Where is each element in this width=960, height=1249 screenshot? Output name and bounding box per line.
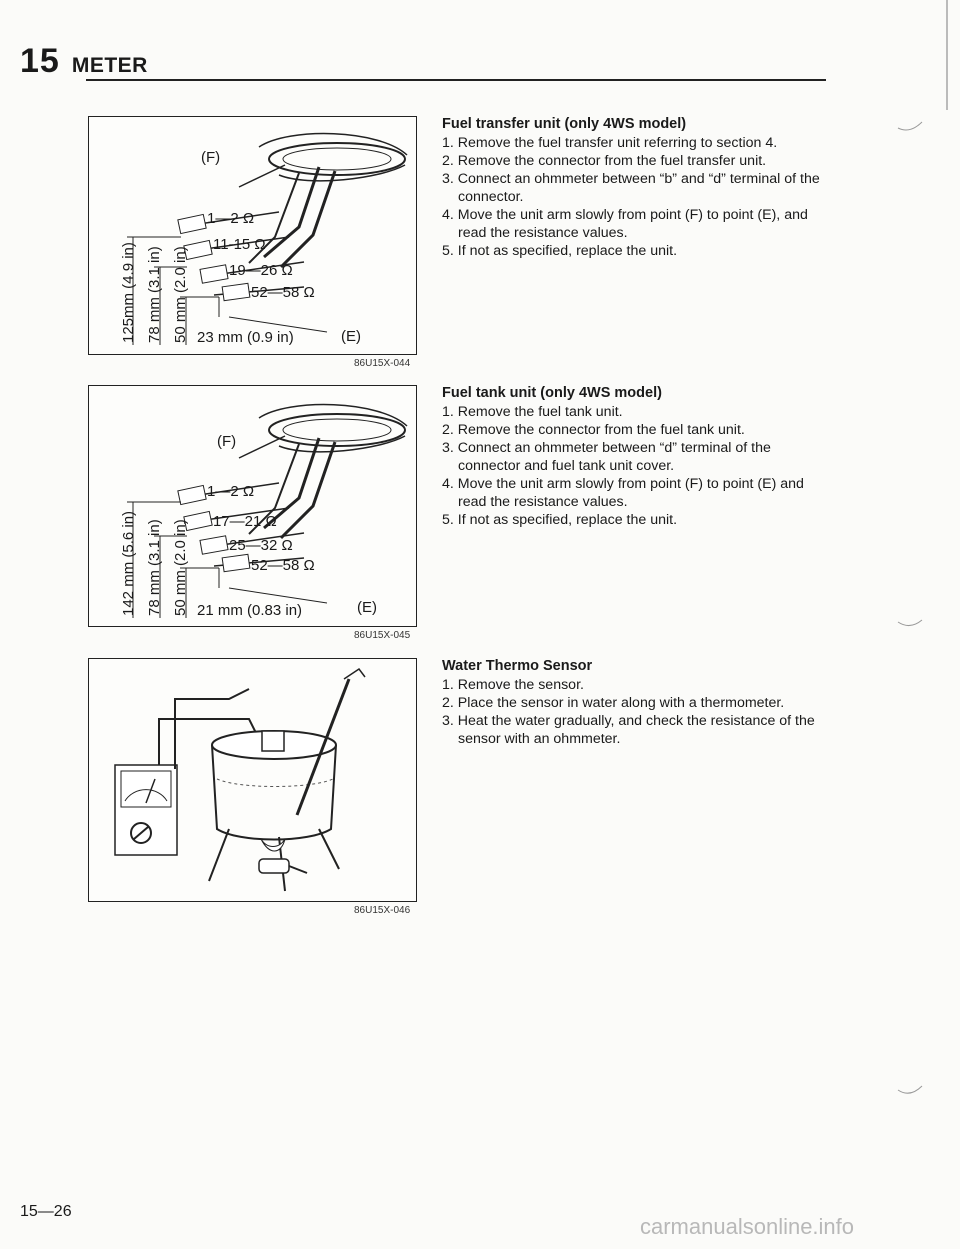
step-item: 5. If not as specified, replace the unit.	[442, 512, 678, 528]
resistance-1: 1—2 Ω	[207, 483, 255, 500]
step-item: 4. Move the unit arm slowly from point (F) to point (E), and read the resistance values.	[442, 207, 808, 241]
scan-mark	[896, 614, 926, 634]
page-number: 15—26	[20, 1203, 72, 1220]
ohmmeter-icon	[115, 765, 177, 855]
step-item: 4. Move the unit arm slowly from point (F) to point (E) and read the resistance values.	[442, 476, 804, 510]
fuel-tank-unit-diagram	[89, 386, 416, 626]
figure-fuel-transfer-unit	[88, 116, 417, 355]
resistance-4: 52—58 Ω	[251, 557, 315, 574]
resistance-2: 17—21 Ω	[213, 513, 277, 530]
watermark: carmanualsonline.info	[640, 1214, 855, 1239]
scan-edge	[946, 0, 948, 110]
dim-horizontal: 23 mm (0.9 in)	[197, 329, 294, 346]
dim-mid-height: 78 mm (3.1 in)	[146, 246, 163, 343]
dim-total-height: 125mm (4.9 in)	[120, 242, 137, 343]
resistance-3: 19—26 Ω	[229, 262, 293, 279]
dim-low-height: 50 mm (2.0 in)	[172, 246, 189, 343]
figure-code: 86U15X-045	[354, 630, 411, 641]
point-e-label: (E)	[341, 328, 361, 345]
dim-horizontal: 21 mm (0.83 in)	[197, 602, 303, 619]
step-item: 3. Connect an ohmmeter between “b” and “d” terminal of the connector.	[442, 171, 820, 205]
figure-code: 86U15X-044	[354, 358, 411, 369]
step-item: 1. Remove the sensor.	[442, 677, 584, 693]
section-fuel-tank-unit	[442, 384, 830, 529]
fuel-transfer-unit-diagram	[89, 117, 416, 354]
step-item: 3. Connect an ohmmeter between “d” terminal of the connector and fuel tank unit cover.	[442, 440, 771, 474]
resistance-4: 52—58 Ω	[251, 284, 315, 301]
section-water-thermo-sensor	[442, 657, 830, 748]
figure-code: 86U15X-046	[354, 905, 411, 916]
step-list	[442, 403, 830, 529]
step-item: 2. Remove the connector from the fuel transfer unit.	[442, 153, 767, 169]
resistance-1: 1—2 Ω	[207, 210, 255, 227]
dim-mid-height: 78 mm (3.1 in)	[146, 519, 163, 616]
scan-mark	[896, 118, 926, 138]
step-list	[442, 676, 830, 748]
point-f-label: (F)	[217, 433, 237, 450]
header-rule	[86, 79, 826, 81]
resistance-3: 25—32 Ω	[229, 537, 293, 554]
page-header	[20, 42, 148, 81]
chapter-number: 15	[20, 42, 60, 80]
thermo-sensor-test-diagram	[89, 659, 416, 901]
step-item: 1. Remove the fuel transfer unit referring to section 4.	[442, 135, 778, 151]
figure-water-thermo-sensor	[88, 658, 417, 902]
dim-total-height: 142 mm (5.6 in)	[120, 510, 137, 616]
step-list	[442, 134, 830, 260]
step-item: 5. If not as specified, replace the unit.	[442, 243, 678, 259]
section-fuel-transfer-unit	[442, 115, 830, 260]
step-item: 3. Heat the water gradually, and check the resistance of the sensor with an ohmmeter.	[442, 713, 815, 747]
scan-mark	[896, 1082, 926, 1102]
burner-icon	[259, 839, 307, 873]
resistance-2: 11-15 Ω	[213, 236, 266, 253]
section-title: Fuel transfer unit (only 4WS model)	[442, 116, 687, 132]
step-item: 1. Remove the fuel tank unit.	[442, 404, 623, 420]
chapter-title: METER	[71, 54, 148, 77]
point-e-label: (E)	[357, 599, 377, 616]
step-item: 2. Place the sensor in water along with a thermometer.	[442, 695, 785, 711]
water-container-icon	[212, 731, 336, 840]
section-title: Fuel tank unit (only 4WS model)	[442, 385, 662, 401]
point-f-label: (F)	[201, 149, 221, 166]
dim-low-height: 50 mm (2.0 in)	[172, 519, 189, 616]
figure-fuel-tank-unit	[88, 385, 417, 627]
section-title: Water Thermo Sensor	[442, 658, 593, 674]
step-item: 2. Remove the connector from the fuel tank unit.	[442, 422, 745, 438]
